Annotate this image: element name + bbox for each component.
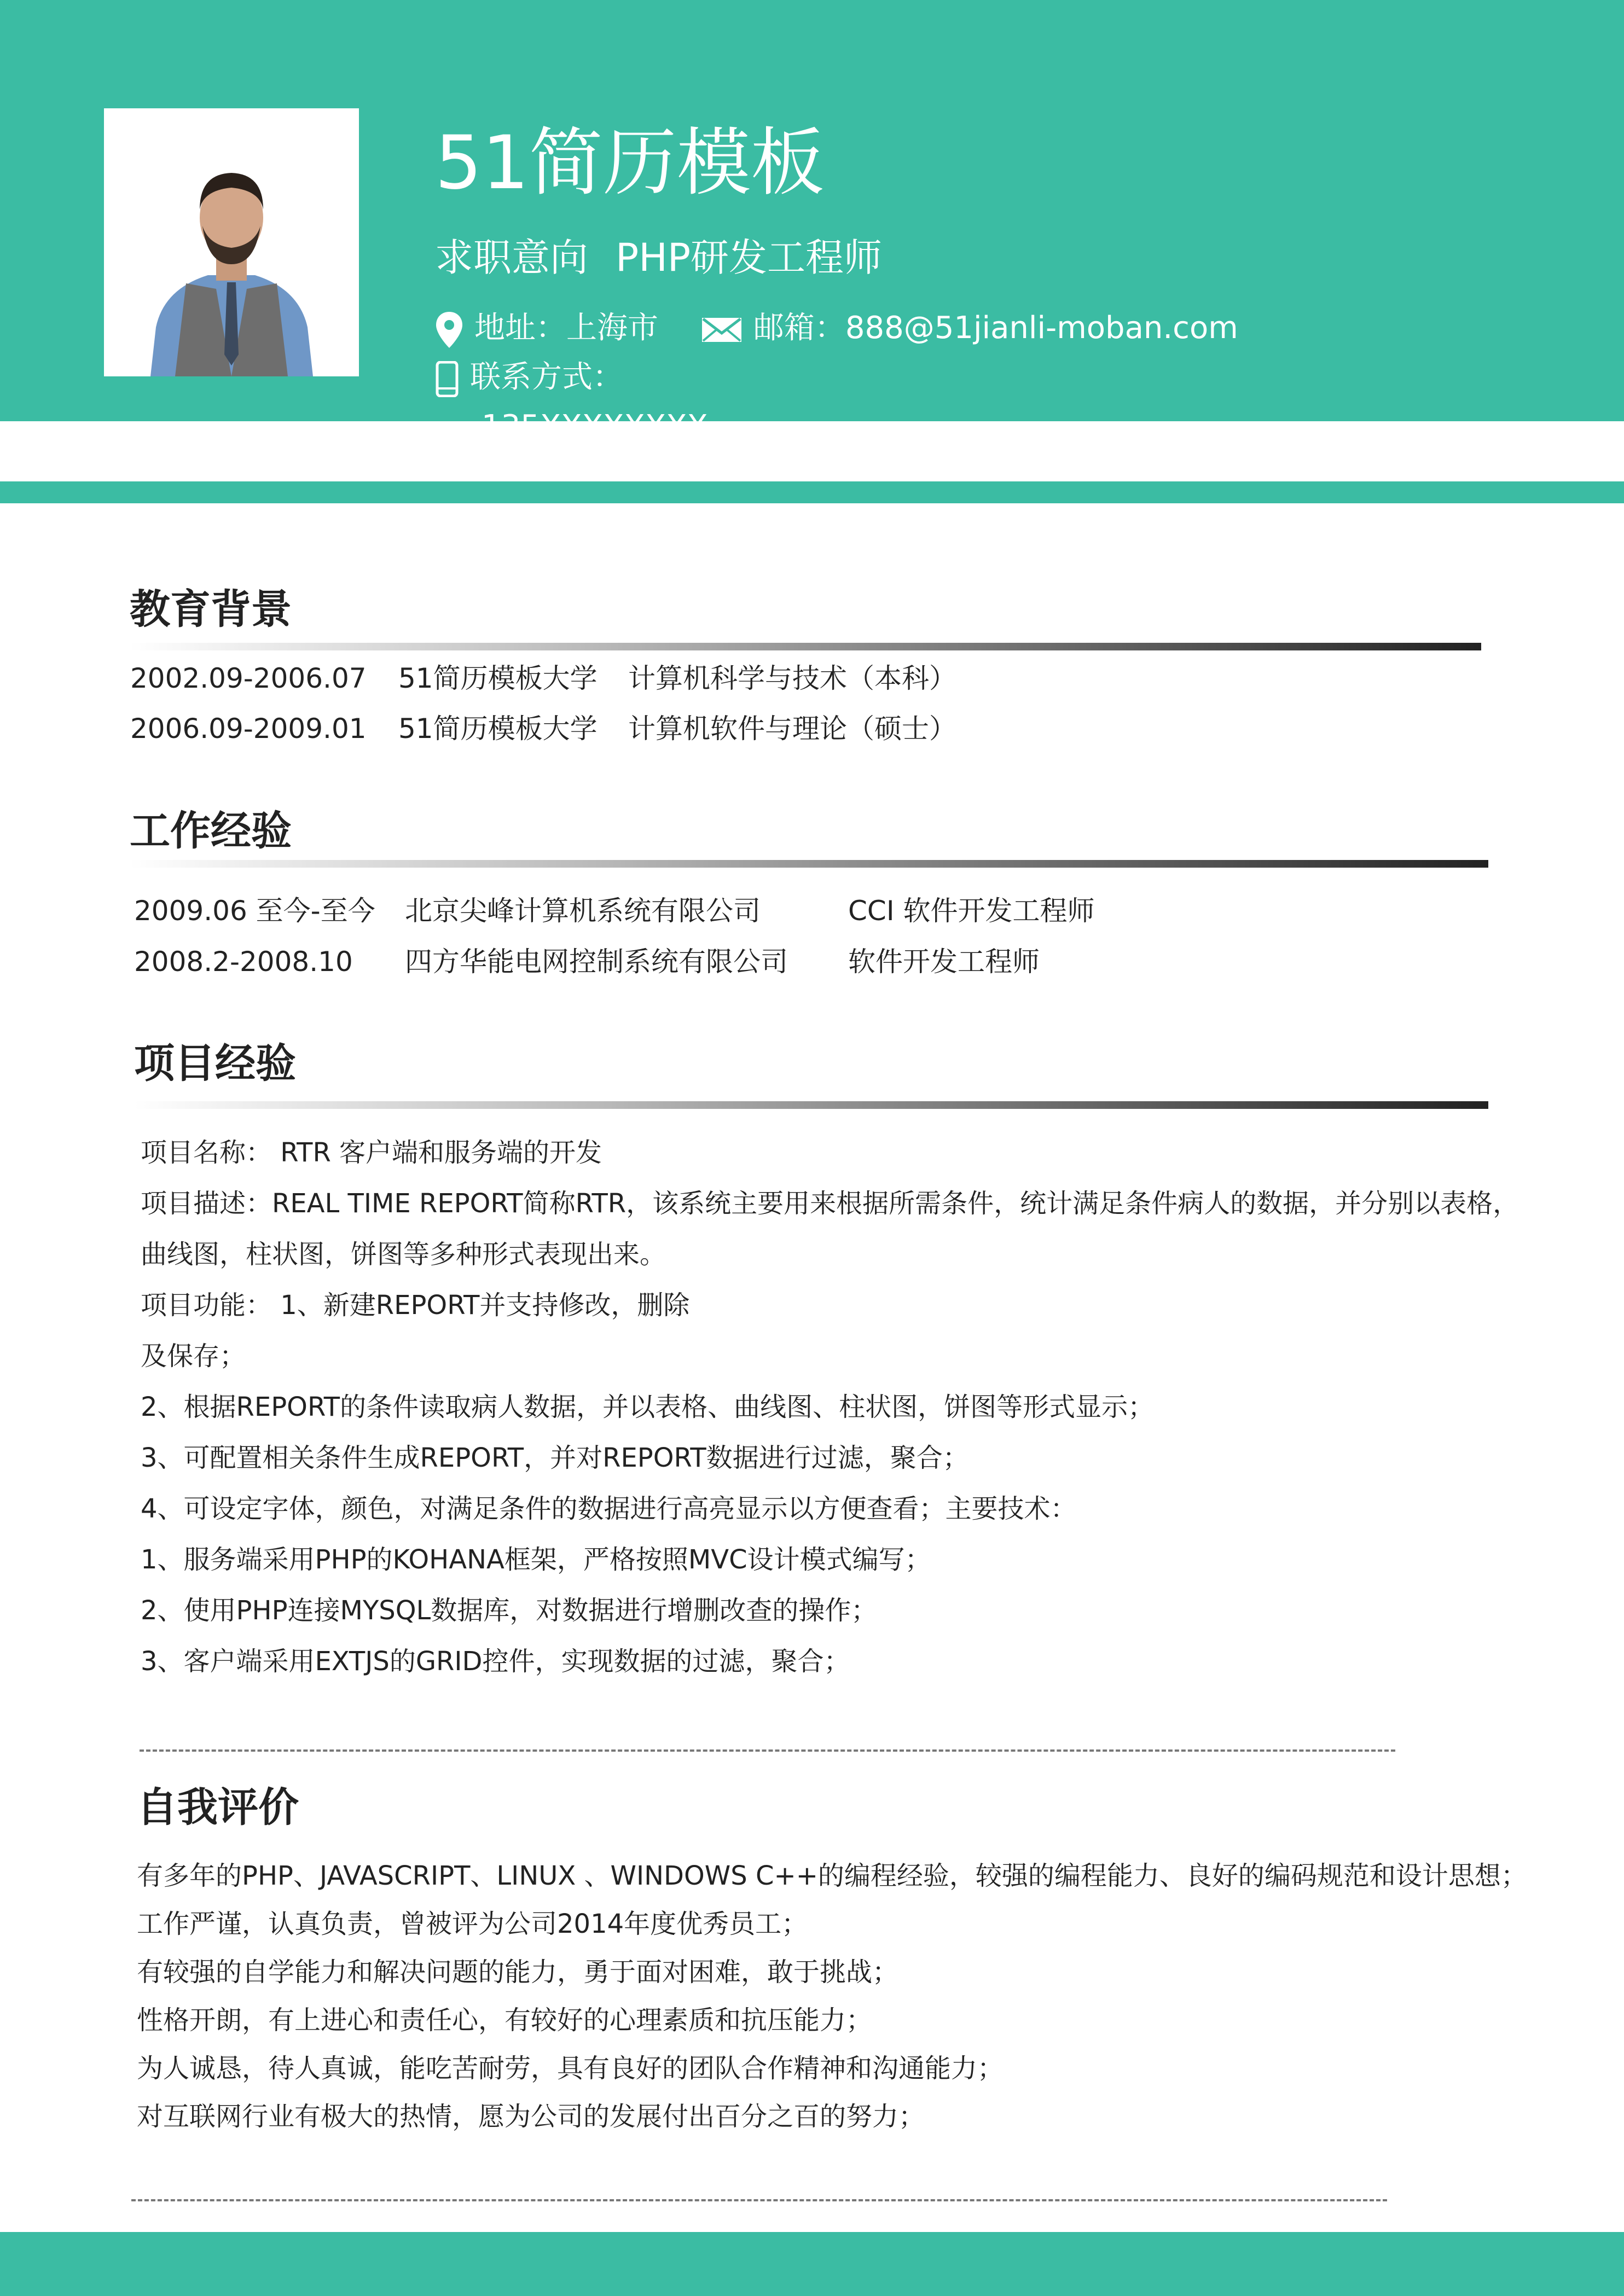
project-line: 项目名称： RTR 客户端和服务端的开发 (141, 1137, 602, 1168)
work-divider (130, 860, 1488, 868)
education-title: 教育背景 (130, 586, 292, 633)
person-portrait-icon (104, 108, 359, 376)
job-intent-label: 求职意向 (435, 235, 588, 280)
education-school: 51简历模板大学 (398, 662, 598, 694)
project-line: 及保存； (141, 1341, 246, 1371)
education-major: 计算机科学与技术（本科） (628, 662, 956, 694)
work-role: 软件开发工程师 (848, 946, 1040, 978)
footer-dashed-divider (131, 2199, 1387, 2201)
self-eval-line: 工作严谨，认真负责，曾被评为公司2014年度优秀员工； (137, 1909, 808, 1939)
self-eval-line: 有较强的自学能力和解决问题的能力，勇于面对困难，敢于挑战； (137, 1957, 899, 1987)
footer-banner (0, 2232, 1624, 2296)
work-row (134, 889, 1094, 928)
self-eval-line: 为人诚恳，待人真诚，能吃苦耐劳，具有良好的团队合作精神和沟通能力； (137, 2053, 1004, 2084)
contact-info (435, 304, 1475, 451)
work-company: 四方华能电网控制系统有限公司 (405, 946, 788, 978)
address-item (435, 304, 658, 353)
mail-icon (701, 316, 743, 344)
education-row (130, 707, 956, 746)
phone-item (435, 353, 623, 402)
section-dashed-divider (140, 1749, 1395, 1752)
education-school: 51简历模板大学 (398, 713, 598, 745)
self-eval-title: 自我评价 (137, 1784, 299, 1831)
phone-icon (435, 361, 459, 397)
education-period: 2002.09-2006.07 (130, 662, 367, 694)
job-intent (435, 227, 882, 282)
education-major: 计算机软件与理论（硕士） (628, 713, 956, 745)
project-line: 2、使用PHP连接MYSQL数据库，对数据进行增删改查的操作； (141, 1595, 878, 1626)
email-item (701, 304, 1238, 353)
work-role: CCI 软件开发工程师 (848, 895, 1095, 927)
location-pin-icon (435, 311, 463, 349)
project-line: 1、服务端采用PHP的KOHANA框架，严格按照MVC设计模式编写； (141, 1544, 931, 1575)
education-divider (130, 643, 1481, 650)
work-title: 工作经验 (130, 807, 292, 855)
phone-label: 联系方式： (470, 359, 623, 395)
work-period: 2008.2-2008.10 (134, 946, 353, 978)
project-line: 3、可配置相关条件生成REPORT，并对REPORT数据进行过滤，聚合； (141, 1443, 969, 1473)
self-eval-line: 有多年的PHP、JAVASCRIPT、LINUX 、WINDOWS C++的编程经验，较强的编程能力、良好的编码规范和设计思想； (137, 1861, 1527, 1891)
project-line: 项目描述：REAL TIME REPORT简称RTR，该系统主要用来根据所需条件，统计满足条件病人的数据，并分别以表格， (141, 1188, 1519, 1219)
self-eval-line: 对互联网行业有极大的热情，愿为公司的发展付出百分之百的努力； (137, 2101, 925, 2132)
accent-stripe (0, 481, 1624, 503)
work-row (134, 940, 1040, 979)
email-text: 邮箱：888@51jianli-moban.com (753, 310, 1238, 346)
self-eval-line: 性格开朗，有上进心和责任心，有较好的心理素质和抗压能力； (137, 2005, 873, 2036)
job-intent-position: PHP研发工程师 (616, 235, 883, 280)
education-period: 2006.09-2009.01 (130, 713, 367, 745)
profile-photo (104, 108, 359, 376)
resume-name: 51简历模板 (435, 120, 825, 206)
phone-number: 135XXXXXXXX (482, 409, 708, 444)
project-line: 曲线图，柱状图，饼图等多种形式表现出来。 (141, 1239, 666, 1270)
project-divider (134, 1101, 1488, 1109)
project-title: 项目经验 (134, 1040, 296, 1087)
education-row (130, 656, 956, 696)
project-line: 2、根据REPORT的条件读取病人数据，并以表格、曲线图、柱状图，饼图等形式显示； (141, 1392, 1155, 1422)
work-period: 2009.06 至今-至今 (134, 895, 375, 927)
header-banner (0, 0, 1624, 444)
work-company: 北京尖峰计算机系统有限公司 (405, 895, 761, 927)
project-line: 4、可设定字体，颜色，对满足条件的数据进行高亮显示以方便查看；主要技术： (141, 1493, 1077, 1524)
project-line: 项目功能： 1、新建REPORT并支持修改，删除 (141, 1290, 690, 1321)
address-text: 地址：上海市 (474, 310, 658, 346)
project-line: 3、客户端采用EXTJS的GRID控件，实现数据的过滤，聚合； (141, 1646, 850, 1677)
